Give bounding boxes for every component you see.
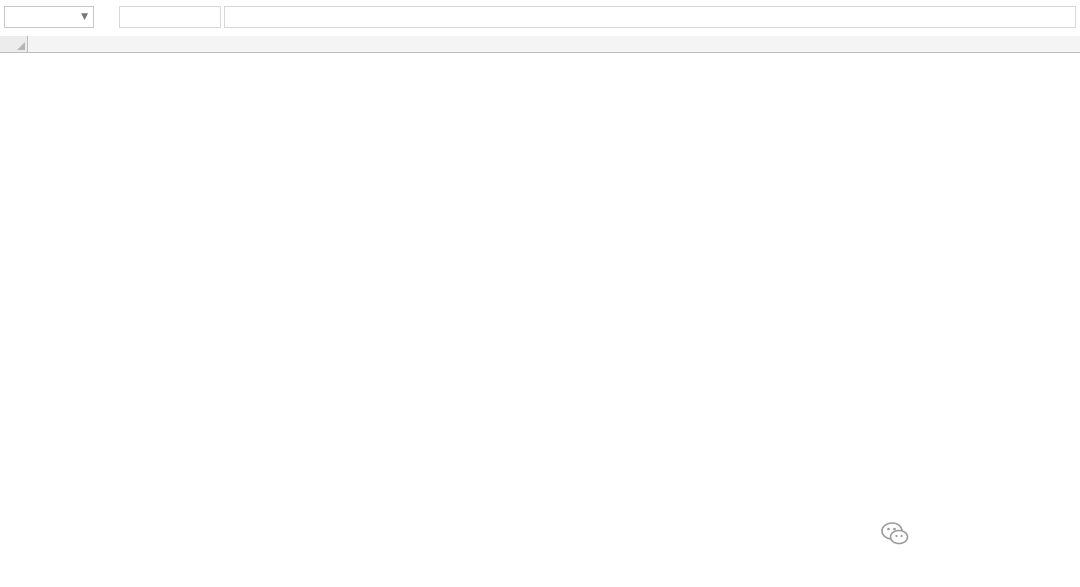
name-box[interactable] xyxy=(4,6,94,28)
column-headers xyxy=(0,36,1080,53)
wechat-icon xyxy=(880,521,910,547)
select-all-corner[interactable] xyxy=(0,36,28,52)
formula-bar xyxy=(0,0,1080,36)
chevron-down-icon[interactable]: ▼ xyxy=(81,12,88,22)
spreadsheet-grid xyxy=(0,36,1080,587)
formula-actions xyxy=(119,6,221,28)
formula-input[interactable] xyxy=(224,6,1076,28)
watermark xyxy=(880,521,916,547)
